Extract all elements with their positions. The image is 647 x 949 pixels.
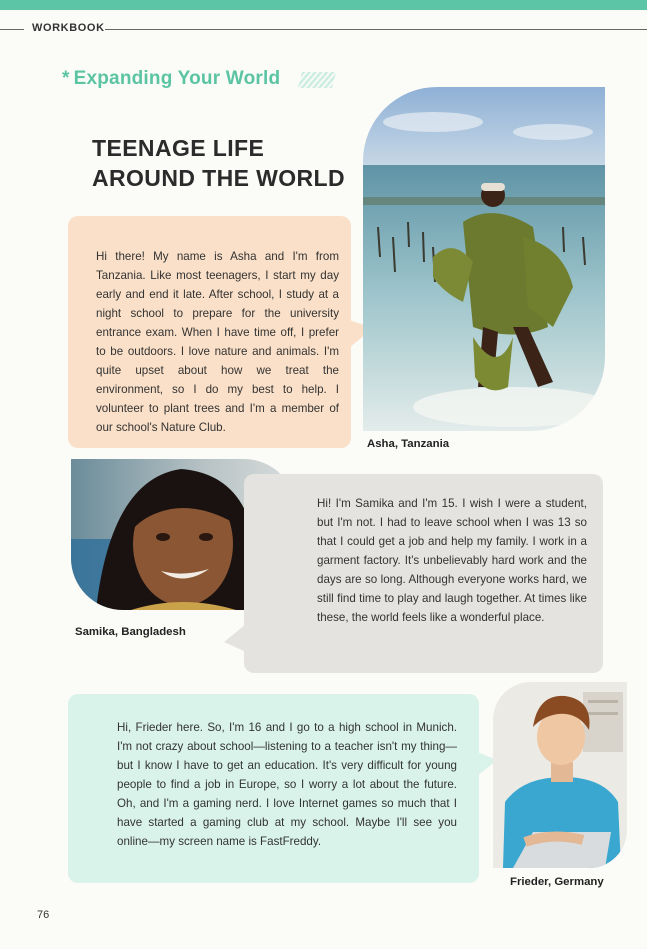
header-rule-right	[105, 29, 647, 30]
samika-text: Hi! I'm Samika and I'm 15. I wish I were a student, but I'm not. I had to leave school when I was 13 so that I could get a job and help my family. I work in a garment factory. It's unbelievably hard work and the days are so long. Although everyone works hard, we still find time to play and laugh together. At times like these, the world feels like a wonderful place.	[317, 497, 587, 624]
page-number: 76	[37, 909, 50, 921]
samika-speech-tail	[224, 624, 246, 652]
frieder-text: Hi, Frieder here. So, I'm 16 and I go to a high school in Munich. I'm not crazy about school—listening to a teacher isn't my thing—but I know I have to get an education. It's very difficult for young people to find a job in Europe, so I worry a lot about the future. Oh, and I'm a gaming nerd. I love Internet games so much that I have started a gaming club at my school. Maybe I'll see you online—my screen name is FastFreddy.	[117, 721, 457, 848]
page-title-line-2: AROUND THE WORLD	[92, 165, 345, 191]
top-color-strip	[0, 0, 647, 10]
asha-speech-box	[68, 216, 351, 448]
frieder-caption: Frieder, Germany	[510, 876, 604, 888]
section-marker: *	[62, 68, 70, 89]
page-header	[0, 17, 647, 43]
page-title-line-1: TEENAGE LIFE	[92, 135, 265, 161]
frieder-photo	[493, 682, 627, 868]
asha-text: Hi there! My name is Asha and I'm from Tanzania. Like most teenagers, I start my day early and end it late. After school, I study at a night school to prepare for the university entrance exam. When I have time off, I prefer to be outdoors. I love nature and animals. I'm quite upset about how we treat the environment, so I do my best to help. I volunteer to plant trees and I'm a member of our school's Nature Club.	[96, 250, 339, 434]
section-title-text: Expanding Your World	[73, 68, 281, 89]
samika-speech-box	[244, 474, 603, 673]
workbook-label: WORKBOOK	[32, 22, 105, 34]
page-title	[92, 133, 345, 193]
samika-caption: Samika, Bangladesh	[75, 626, 186, 638]
frieder-speech-box	[68, 694, 479, 883]
header-rule-left	[0, 29, 24, 30]
asha-caption: Asha, Tanzania	[367, 438, 450, 450]
title-decoration-stripes	[298, 72, 336, 88]
section-title	[62, 68, 280, 90]
asha-photo	[363, 87, 605, 431]
